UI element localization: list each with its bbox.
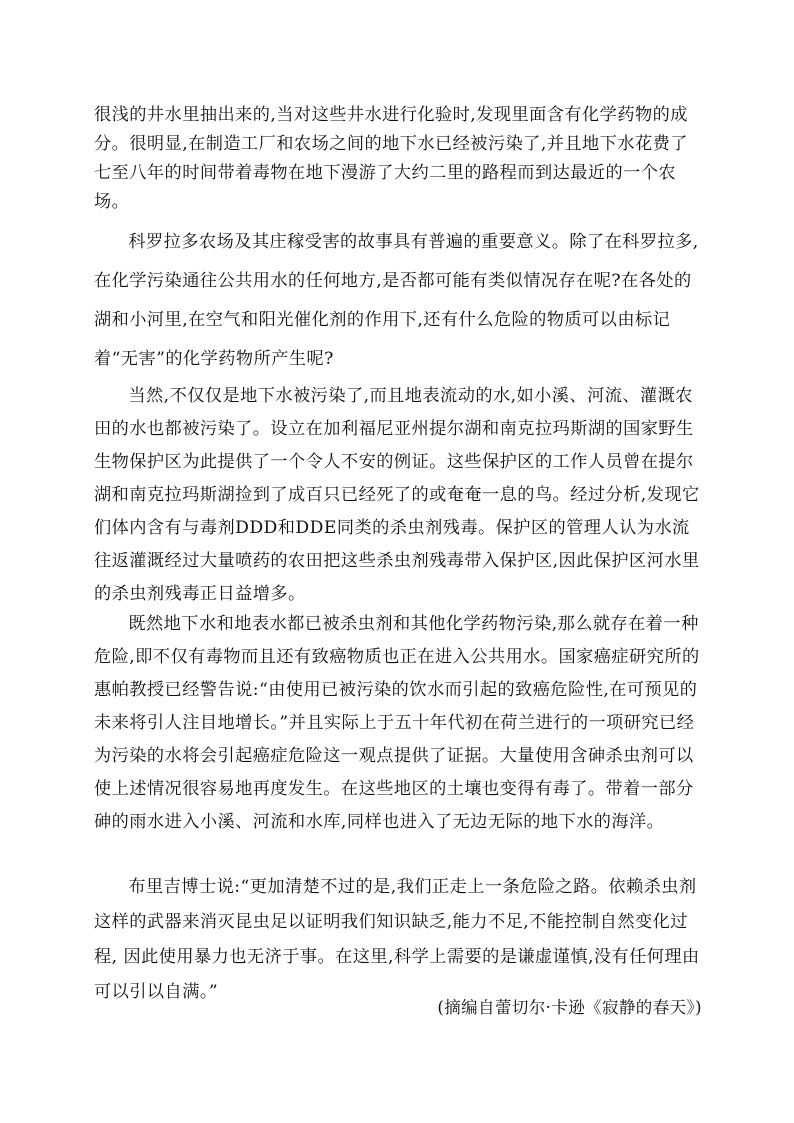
- paragraph-5: 布里吉博士说:“更加清楚不过的是,我们正走上一条危险之路。依赖杀虫剂这样的武器来消灭昆虫足以证明我们知识缺乏,能力不足,不能控制自然变化过程, 因此使用暴力也无济于事。在这里,科学上需要的是谦虚谨慎,没有任何理由可以引以自满。”: [94, 877, 700, 1002]
- paragraph-1: 很浅的井水里抽出来的,当对这些井水进行化验时,发现里面含有化学药物的成分。很明显,在制造工厂和农场之间的地下水已经被污染了,并且地下水花费了七至八年的时间带着毒物在地下漫游了大约二里的路程而到达最近的一个农场。: [94, 105, 688, 212]
- source-citation: (摘编自蕾切尔·卡逊《寂静的春天》): [437, 998, 702, 1017]
- paragraph-2: 科罗拉多农场及其庄稼受害的故事具有普遍的重要意义。除了在科罗拉多,在化学污染通往公共用水的任何地方,是否都可能有类似情况存在呢?在各处的湖和小河里,在空气和阳光催化剂的作用下,还有什么危险的物质可以由标记着“无害”的化学药物所产生呢?: [94, 232, 699, 369]
- paragraph-3: 当然,不仅仅是地下水被污染了,而且地表流动的水,如小溪、河流、灌溉农田的水也都被污染了。设立在加利福尼亚州提尔湖和南克拉玛斯湖的国家野生生物保护区为此提供了一个令人不安的例证。这些保护区的工作人员曾在提尔湖和南克拉玛斯湖捡到了成百只已经死了的或奄奄一息的鸟。经过分析,发现它们体内含有与毒剂DDD和DDE同类的杀虫剂残毒。保护区的管理人认为水流往返灌溉经过大量喷药的农田把这些杀虫剂残毒带入保护区,因此保护区河水里的杀虫剂残毒正日益增多。: [94, 386, 700, 604]
- paragraph-4: 既然地下水和地表水都已被杀虫剂和其他化学药物污染,那么就存在着一种危险,即不仅有毒物而且还有致癌物质也正在进入公共用水。国家癌症研究所的惠帕教授已经警告说:“由使用已被污染的饮水而引起的致癌危险性,在可预见的未来将引人注目地增长。”并且实际上于五十年代初在荷兰进行的一项研究已经为污染的水将会引起癌症危险这一观点提供了证据。大量使用含砷杀虫剂可以使上述情况很容易地再度发生。在这些地区的土壤也变得有毒了。带着一部分砷的雨水进入小溪、河流和水库,同样也进入了无边无际的地下水的海洋。: [94, 614, 700, 832]
